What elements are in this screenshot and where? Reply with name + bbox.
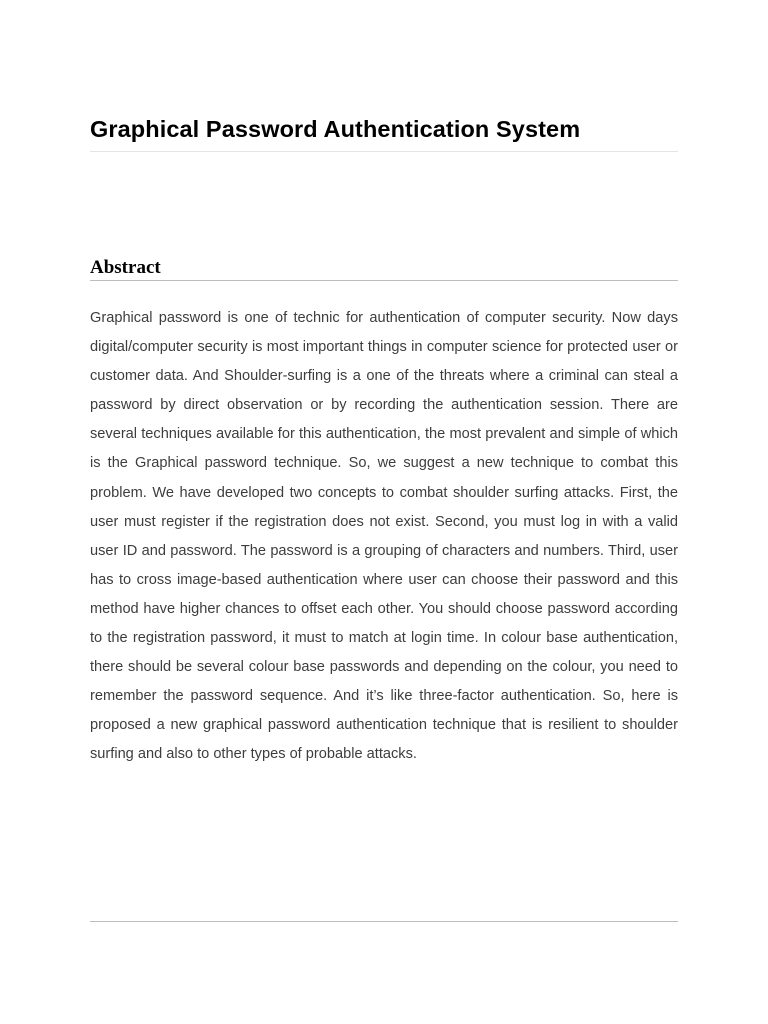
footer-divider [90, 921, 678, 922]
abstract-paragraph: Graphical password is one of technic for authentication of computer security. Now days digital/computer security is most important things in computer science for protected user or customer data. And Shoulder-surfing is a one of the threats where a criminal can steal a password by direct observation or by recording the authentication session. There are several techniques available for this authentication, the most prevalent and simple of which is the Graphical password technique. So, we suggest a new technique to combat this problem. We have developed two concepts to combat shoulder surfing attacks. First, the user must register if the registration does not exist. Second, you must log in with a valid user ID and password. The password is a grouping of characters and numbers. Third, user has to cross image-based authentication where user can choose their password and this method have higher chances to offset each other. You should choose password according to the registration password, it must to match at login time. In colour base authentication, there should be several colour base passwords and depending on the colour, you need to remember the password sequence. And it’s like three-factor authentication. So, here is proposed a new graphical password authentication technique that is resilient to shoulder surfing and also to other types of probable attacks. [90, 310, 678, 763]
title-divider [90, 151, 678, 152]
abstract-heading: Abstract [90, 257, 161, 278]
document-title: Graphical Password Authentication System [90, 116, 581, 142]
abstract-divider [90, 280, 678, 281]
